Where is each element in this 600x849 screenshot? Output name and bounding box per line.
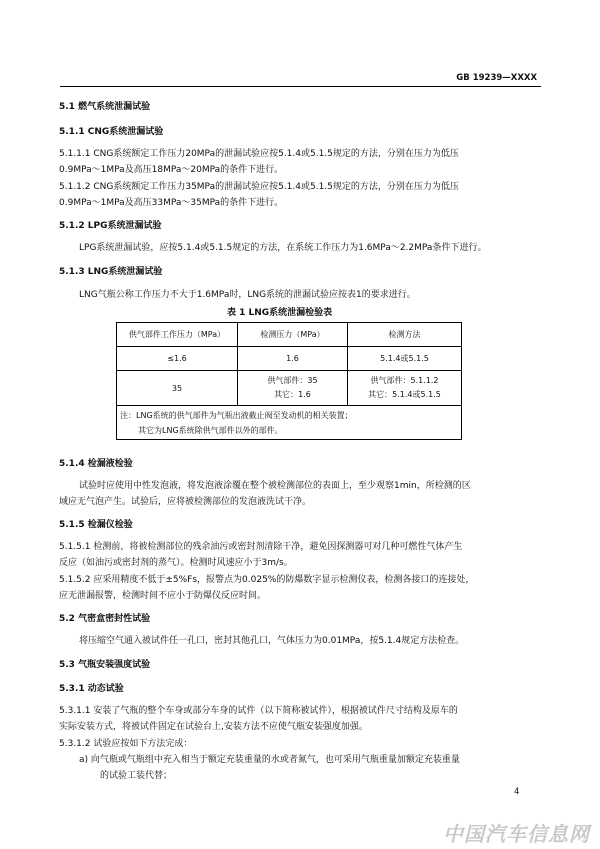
table-cell-line: 供气部件：35	[267, 376, 318, 385]
table-cell	[238, 371, 348, 406]
clause-5-3-1-2-text: 5.3.1.2 试验应按如下方法完成：	[59, 739, 193, 749]
clause-5-1-1-1-line1: 5.1.1.1 CNG系统额定工作压力20MPa的泄漏试验应按5.1.4或5.1.5规定的方法，分别在压力为低压	[59, 149, 459, 159]
table-cell-line: 其它：5.1.4或5.1.5	[368, 390, 441, 399]
clause-5-1-4-line2: 域应无气泡产生。试验后，应将被检测部位的发泡液洗试干净。	[59, 497, 312, 507]
section-5-2-heading: 5.2 气密盒密封性试验	[59, 614, 151, 624]
table-note-row	[117, 406, 462, 440]
page-number: 4	[514, 787, 520, 797]
table-header-cell: 供气部件工作压力（MPa）	[117, 323, 238, 347]
section-5-1-4-heading: 5.1.4 检漏液检验	[59, 459, 133, 469]
lng-leak-test-table	[116, 322, 462, 440]
table-note	[117, 406, 462, 440]
table-header-cell: 检测方法	[348, 323, 462, 347]
clause-5-1-5-1-line1: 5.1.5.1 检测前，将被检测部位的残余油污或密封剂清除干净，避免因探测器可对几种可燃性气体产生	[59, 542, 463, 552]
table-cell-line: 其它：1.6	[274, 390, 311, 399]
table-cell-line: 供气部件：5.1.1.2	[370, 376, 439, 385]
clause-5-1-5-1-line2: 反应（如油污或密封剂的蒸气）。检测时风速应小于3m/s。	[59, 558, 293, 568]
clause-5-1-5-2-line1: 5.1.5.2 应采用精度不低于±5%Fs，报警点为0.025%的防爆数字显示检测仪表，检测各接口的连接处，	[59, 575, 475, 585]
section-5-1-heading: 5.1 燃气系统泄漏试验	[59, 102, 151, 112]
table-cell: 5.1.4或5.1.5	[348, 347, 462, 371]
table-cell: 1.6	[238, 347, 348, 371]
clause-5-1-4-line1: 试验时应使用中性发泡液，将发泡液涂覆在整个被检测部位的表面上，至少观察1min，所检测的区	[79, 481, 471, 491]
section-5-1-1-heading: 5.1.1 CNG系统泄漏试验	[59, 127, 164, 137]
table-row	[117, 371, 462, 406]
clause-5-1-5-2-line2: 应无泄漏报警，检测时间不应小于防爆仪反应时间。	[59, 591, 267, 601]
clause-5-3-1-1-line2: 实际安装方式，将被试件固定在试验台上,安装方法不应使气瓶安装强度加强。	[59, 722, 368, 732]
section-5-1-5-heading: 5.1.5 检漏仪检验	[59, 520, 133, 530]
section-5-3-heading: 5.3 气瓶安装强度试验	[59, 660, 151, 670]
item-a-line2: 的试验工装代替；	[100, 771, 173, 781]
section-5-1-2-heading: 5.1.2 LPG系统泄漏试验	[59, 221, 162, 231]
table-cell	[348, 371, 462, 406]
header-rule	[60, 86, 541, 87]
item-a-line1: a) 向气瓶或气瓶组中充入相当于额定充装重量的水或者氮气，也可采用气瓶重量加额定充装重量	[79, 755, 460, 765]
clause-5-3-1-1-line1: 5.3.1.1 安装了气瓶的整个车身或部分车身的试件（以下简称被试件），根据被试件尺寸结构及原车的	[59, 706, 458, 716]
table-row	[117, 347, 462, 371]
clause-5-1-1-2-line1: 5.1.1.2 CNG系统额定工作压力35MPa的泄漏试验应按5.1.4或5.1.5规定的方法，分别在压力为低压	[59, 182, 459, 192]
clause-5-2-text: 将压缩空气通入被试件任一孔口，密封其他孔口，气体压力为0.01MPa，按5.1.4规定方法检查。	[79, 636, 465, 646]
table-note-line1: 注：LNG系统的供气部件为气瓶出液截止阀至发动机的相关装置；	[120, 410, 353, 420]
table-header-row	[117, 323, 462, 347]
standard-number: GB 19239—XXXX	[456, 73, 537, 83]
table-note-line2: 其它为LNG系统除供气部件以外的部件。	[138, 425, 283, 435]
table-cell: ≤1.6	[117, 347, 238, 371]
clause-5-1-1-2-line2: 0.9MPa～1MPa及高压33MPa～35MPa的条件下进行。	[59, 198, 284, 208]
clause-5-1-3-text: LNG气瓶公称工作压力不大于1.6MPa时，LNG系统的泄漏试验应按表1的要求进行。	[79, 290, 416, 300]
clause-5-1-2-text: LPG系统泄漏试验，应按5.1.4或5.1.5规定的方法，在系统工作压力为1.6MPa～2.2MPa条件下进行。	[79, 243, 487, 253]
table-caption: 表 1 LNG系统泄漏检验表	[227, 308, 333, 318]
table-cell: 35	[117, 371, 238, 406]
watermark: 中国汽车信息网	[443, 822, 590, 846]
table-header-cell: 检测压力（MPa）	[238, 323, 348, 347]
clause-5-1-1-1-line2: 0.9MPa～1MPa及高压18MPa～20MPa的条件下进行。	[59, 165, 284, 175]
section-5-3-1-heading: 5.3.1 动态试验	[59, 684, 124, 694]
section-5-1-3-heading: 5.1.3 LNG系统泄漏试验	[59, 267, 163, 277]
